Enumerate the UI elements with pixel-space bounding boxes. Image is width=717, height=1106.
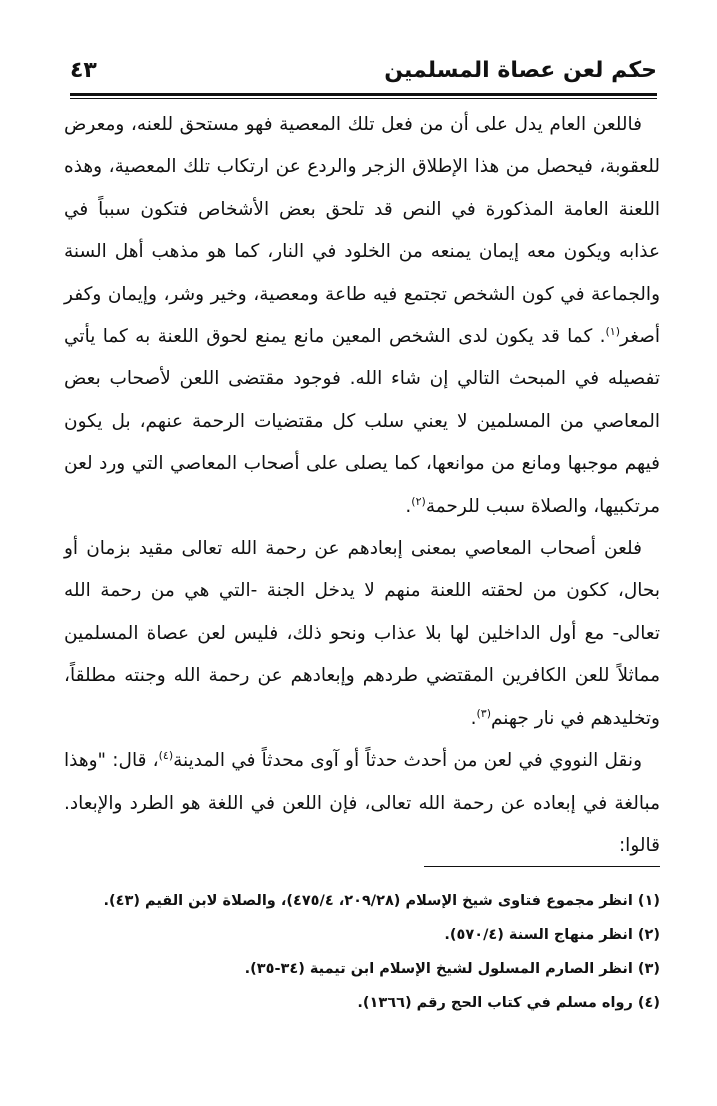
main-text bbox=[64, 104, 660, 867]
footnote-ref-3[interactable]: (٣) bbox=[476, 706, 491, 720]
footnote-ref-1[interactable]: (١) bbox=[605, 324, 621, 338]
paragraph-text: فاللعن العام يدل على أن من فعل تلك المعصية فهو مستحق للعنه، ومعرض للعقوبة، فيحصل من هذا الإطلاق الزجر والردع عن ارتكاب تلك المعصية، وهذه اللعنة العامة المذكورة في النص قد تلحق بعض الأشخاص فتكون سبباً في عذابه ويكون معه إيمان يمنعه من الخلود في النار، كما هو مذهب أهل السنة والجماعة في كون الشخص تجتمع فيه طاعة ومعصية، وخير وشر، وإيمان وكفر أصغر bbox=[64, 114, 660, 348]
header-rule-thin bbox=[70, 98, 657, 99]
paragraph-text: . bbox=[405, 495, 412, 517]
paragraph-text: . كما قد يكون لدى الشخص المعين مانع يمنع لحوق اللعنة به كما يأتي تفصيله في المبحث التالي إن شاء الله. فوجود مقتضى اللعن لأصحاب بعض المعاصي من المسلمين لا يعني سلب كل مقتضيات الرحمة عنهم، بل يكون فيهم موجبها ومانع من موانعها، كما يصلى على أصحاب المعاصي التي ورد لعن مرتكبيها، والصلاة سبب للرحمة bbox=[64, 326, 660, 517]
footnote-ref-4[interactable]: (٤) bbox=[158, 748, 174, 762]
footnote-1: (١) انظر مجموع فتاوى شيخ الإسلام (٢٠٩/٢٨، ٤٧٥/٤)، والصلاة لابن القيم (٤٣). bbox=[103, 893, 660, 909]
paragraph-text: ونقل النووي في لعن من أحدث حدثاً أو آوى محدثاً في المدينة bbox=[173, 750, 642, 772]
header-rule-thick bbox=[70, 93, 657, 96]
footnote-separator bbox=[424, 866, 660, 867]
footnote-2: (٢) انظر منهاج السنة (٥٧٠/٤). bbox=[444, 927, 660, 943]
page-number: ٤٣ bbox=[70, 58, 97, 83]
running-title: حكم لعن عصاة المسلمين bbox=[384, 58, 657, 83]
paragraph-3 bbox=[64, 740, 660, 867]
footnote-3: (٣) انظر الصارم المسلول لشيخ الإسلام ابن تيمية (٣٤-٣٥). bbox=[244, 961, 660, 977]
paragraph-text: ، قال: "وهذا مبالغة في إبعاده عن رحمة الله تعالى، فإن اللعن في اللغة هو الطرد والإبعاد. قالوا: bbox=[64, 750, 660, 856]
paragraph-text: . bbox=[470, 707, 477, 729]
footnote-ref-2[interactable]: (٢) bbox=[411, 494, 426, 508]
footnotes bbox=[64, 884, 660, 1020]
footnote-4: (٤) رواه مسلم في كتاب الحج رقم (١٣٦٦). bbox=[357, 995, 660, 1011]
paragraph-text: فلعن أصحاب المعاصي بمعنى إبعادهم عن رحمة الله تعالى مقيد بزمان أو بحال، ككون من لحقته اللعنة منهم لا يدخل الجنة -التي هي من رحمة الله تعالى- مع أول الداخلين لها بلا عذاب ونحو ذلك، فليس لعن عصاة المسلمين مماثلاً للعن الكافرين المقتضي طردهم وإبعادهم عن رحمة الله وجنته مطلقاً، وتخليدهم في نار جهنم bbox=[64, 538, 660, 729]
paragraph-1 bbox=[64, 104, 660, 528]
page-header bbox=[70, 56, 657, 96]
paragraph-2 bbox=[64, 528, 660, 740]
